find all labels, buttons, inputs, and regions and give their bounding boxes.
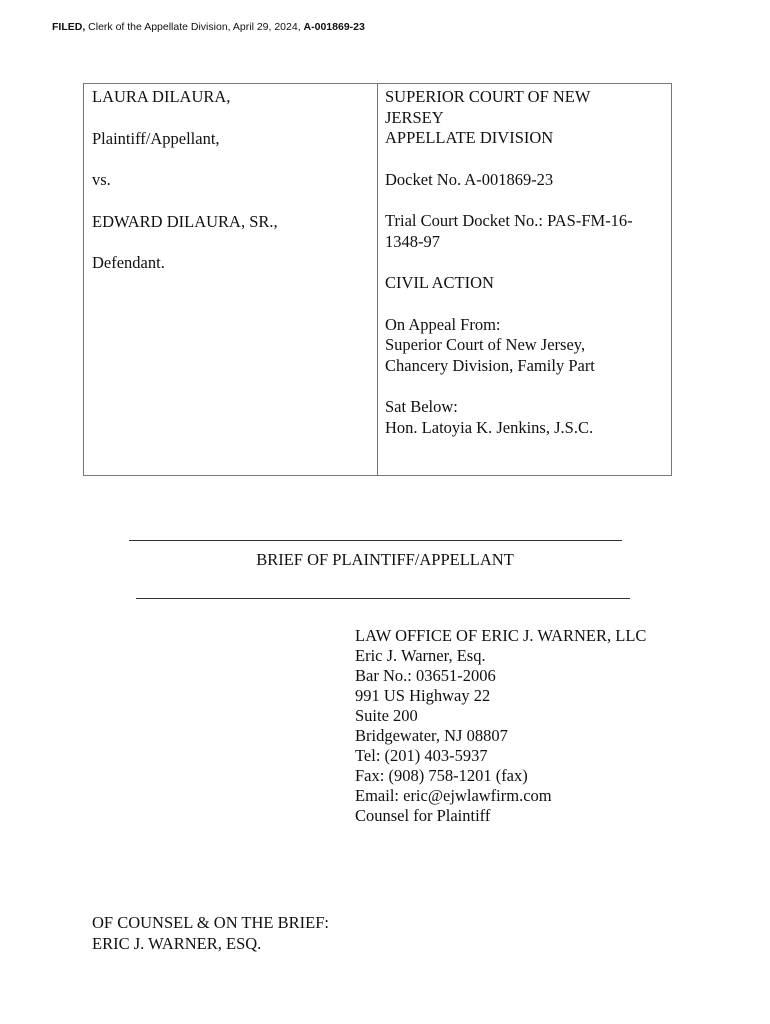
of-counsel-block <box>92 912 329 954</box>
filed-label: FILED, <box>52 21 86 33</box>
counsel-role: Counsel for Plaintiff <box>355 806 491 825</box>
telephone: Tel: (201) 403-5937 <box>355 746 488 765</box>
civil-action: CIVIL ACTION <box>385 273 494 292</box>
bar-number: Bar No.: 03651-2006 <box>355 666 496 685</box>
title-rule-bottom <box>136 598 630 599</box>
defendant-role: Defendant. <box>92 253 165 272</box>
docket-number: Docket No. A-001869-23 <box>385 169 554 189</box>
address-city: Bridgewater, NJ 08807 <box>355 726 508 745</box>
fax: Fax: (908) 758-1201 (fax) <box>355 766 528 785</box>
appeal-court: Superior Court of New Jersey, <box>385 335 586 354</box>
firm-name: LAW OFFICE OF ERIC J. WARNER, LLC <box>355 626 647 645</box>
parties-column <box>84 84 378 475</box>
appeal-division: Chancery Division, Family Part <box>385 355 595 375</box>
court-division: APPELLATE DIVISION <box>385 128 554 147</box>
case-caption-box <box>83 83 672 476</box>
attorney-name: Eric J. Warner, Esq. <box>355 646 486 665</box>
of-counsel-name: ERIC J. WARNER, ESQ. <box>92 934 262 953</box>
address-line2: Suite 200 <box>355 706 418 725</box>
filed-docket: A-001869-23 <box>303 21 365 33</box>
filed-stamp <box>52 21 365 33</box>
trial-docket-line2: 1348-97 <box>385 231 440 251</box>
of-counsel-label: OF COUNSEL & ON THE BRIEF: <box>92 913 329 932</box>
brief-title: BRIEF OF PLAINTIFF/APPELLANT <box>256 550 514 569</box>
versus: vs. <box>92 170 111 189</box>
plaintiff-role: Plaintiff/Appellant, <box>92 128 220 148</box>
title-rule-top <box>129 540 622 541</box>
defendant-name: EDWARD DILAURA, SR., <box>92 211 278 231</box>
counsel-block <box>355 626 646 826</box>
court-name-line2: JERSEY <box>385 107 444 127</box>
trial-docket-line1: Trial Court Docket No.: PAS-FM-16- <box>385 211 633 230</box>
plaintiff-name: LAURA DILAURA, <box>92 87 231 106</box>
email: Email: eric@ejwlawfirm.com <box>355 786 552 805</box>
judge-name: Hon. Latoyia K. Jenkins, J.S.C. <box>385 417 594 437</box>
appeal-from-label: On Appeal From: <box>385 314 501 334</box>
filed-text: Clerk of the Appellate Division, April 29, 2024, <box>85 21 304 33</box>
court-column <box>378 84 671 475</box>
court-name-line1: SUPERIOR COURT OF NEW <box>385 87 591 106</box>
address-line1: 991 US Highway 22 <box>355 686 491 705</box>
sat-below-label: Sat Below: <box>385 397 458 416</box>
